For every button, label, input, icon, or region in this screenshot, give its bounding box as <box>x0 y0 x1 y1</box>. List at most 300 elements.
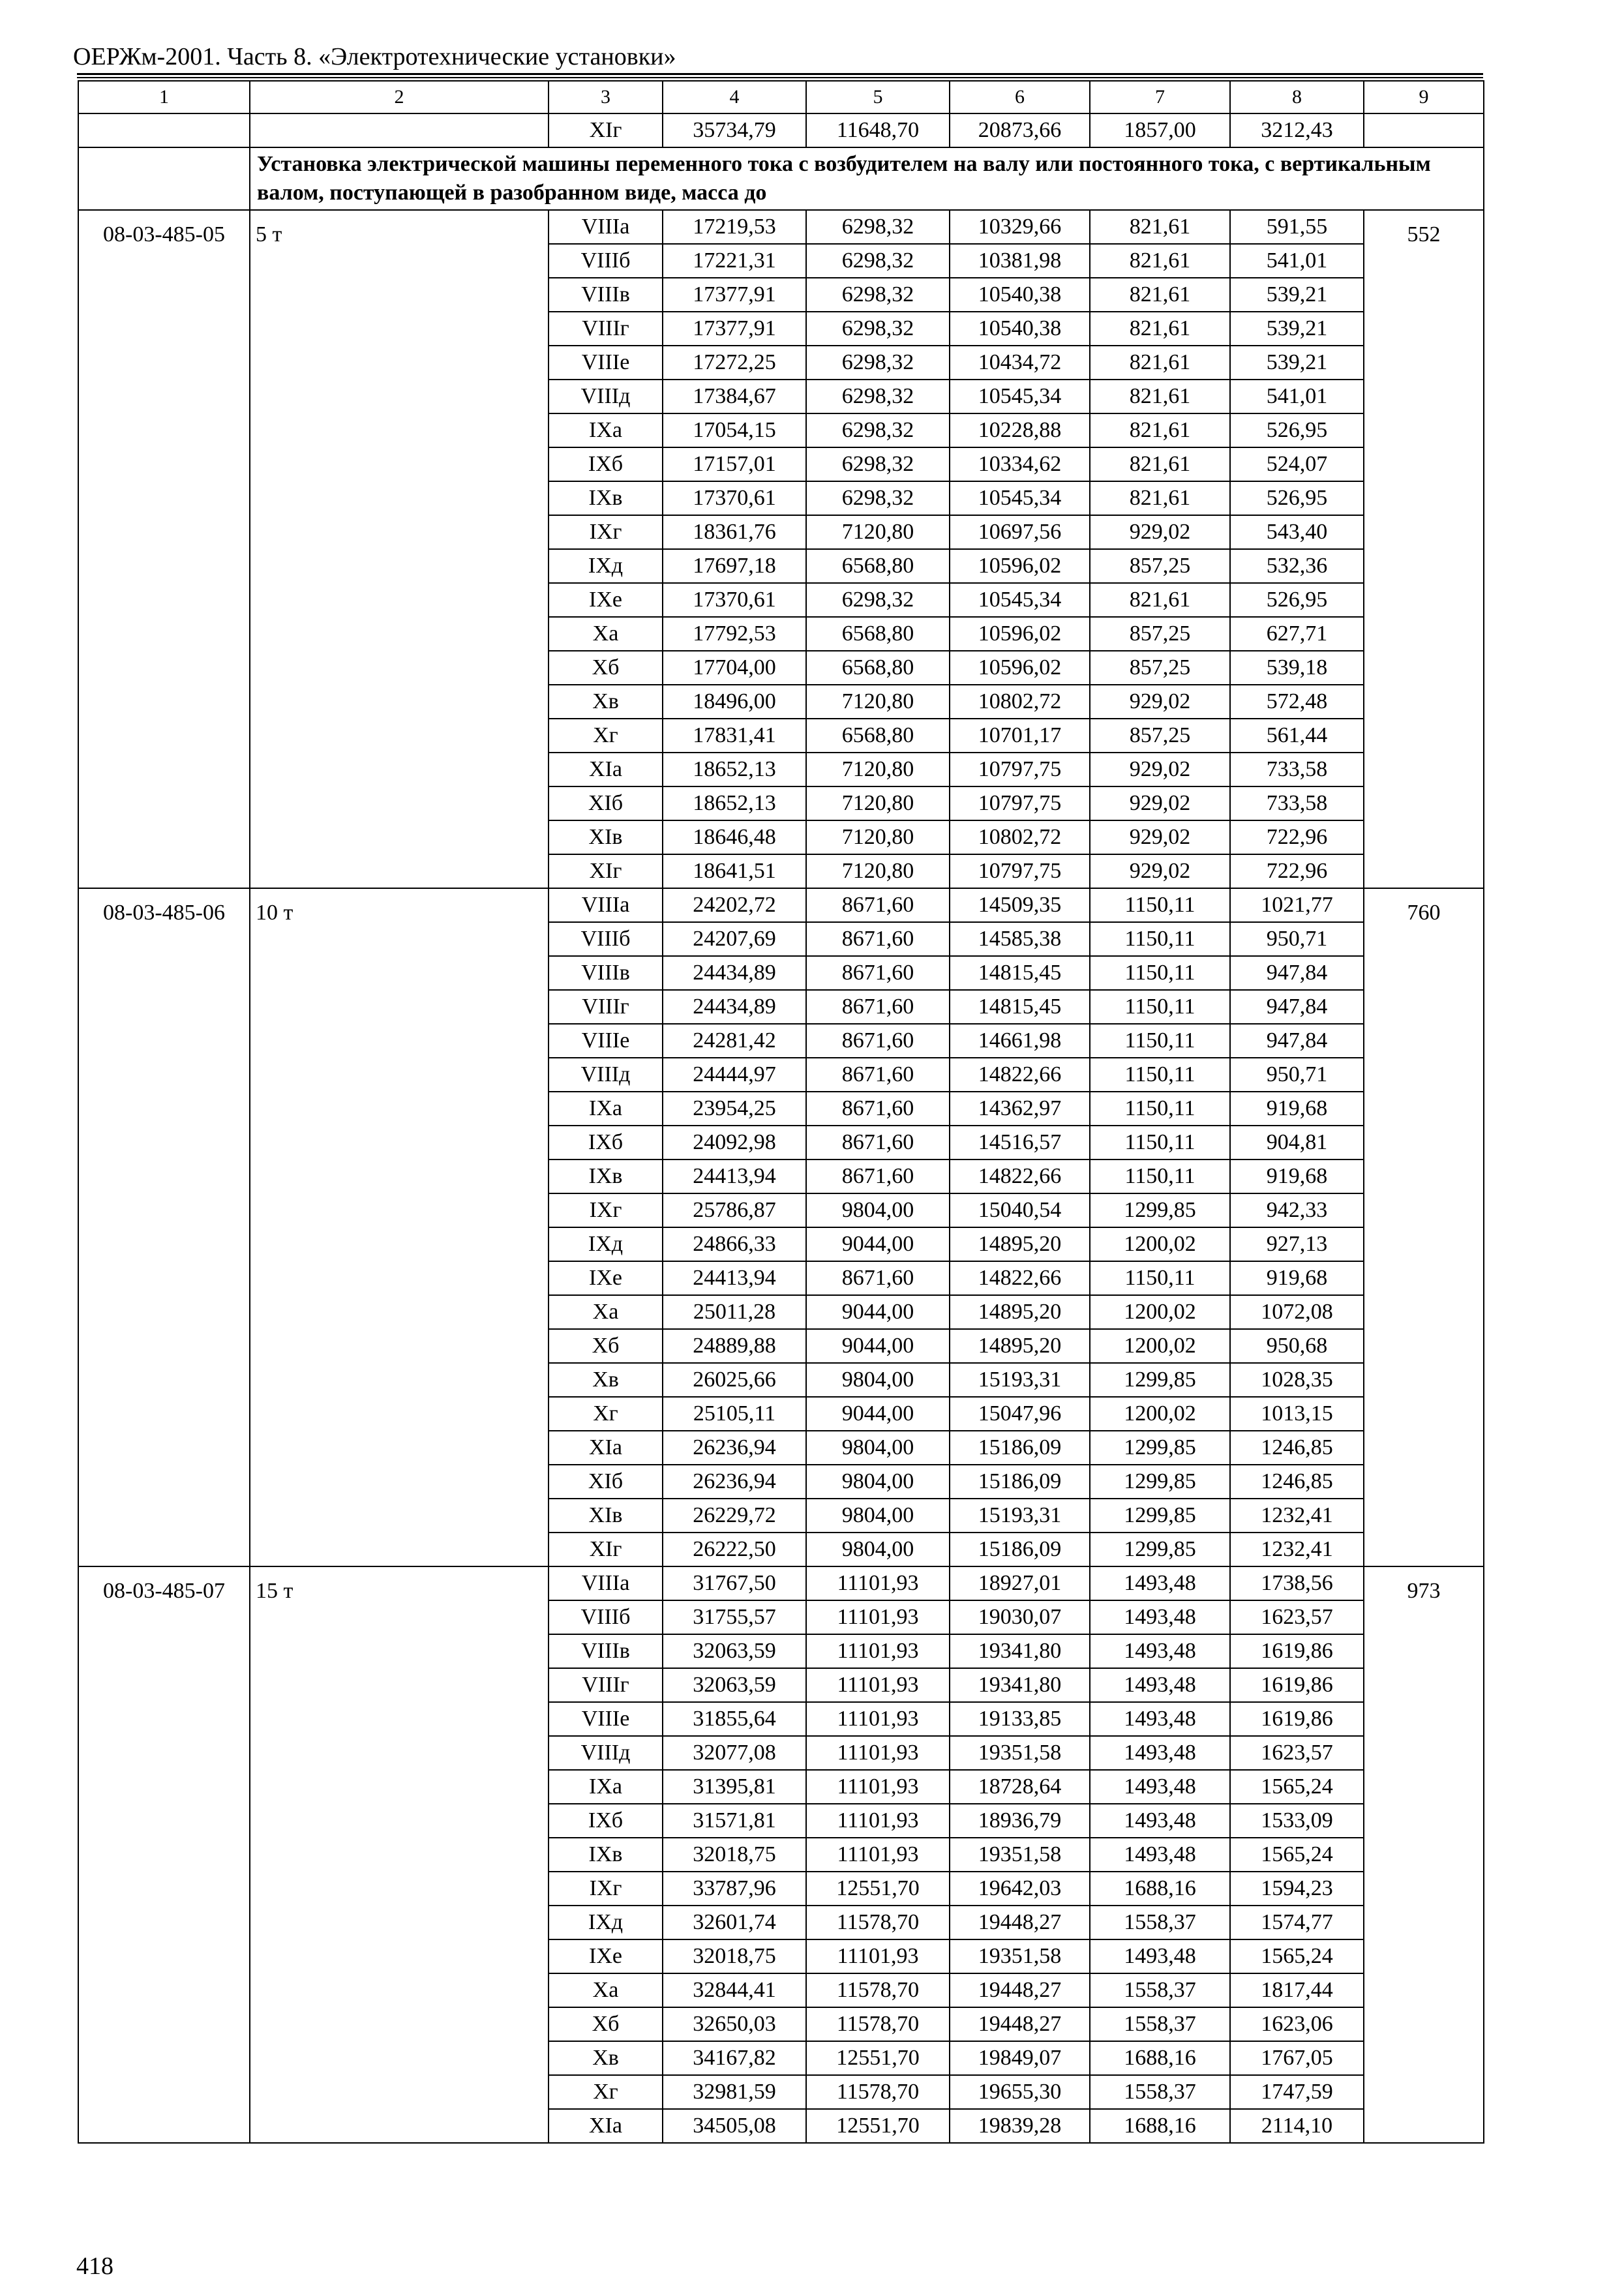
value-cell: 9804,00 <box>806 1533 950 1566</box>
value-cell: 26236,94 <box>663 1431 806 1465</box>
value-cell: 19341,80 <box>950 1634 1090 1668</box>
column-number: 2 <box>250 81 549 113</box>
region-cell: XIг <box>549 854 663 888</box>
value-cell: 857,25 <box>1090 719 1230 753</box>
value-cell: 9044,00 <box>806 1295 950 1329</box>
value-cell: 19839,28 <box>950 2109 1090 2143</box>
region-cell: Xб <box>549 1329 663 1363</box>
value-cell: 627,71 <box>1230 617 1364 651</box>
value-cell: 9044,00 <box>806 1227 950 1261</box>
value-cell: 6298,32 <box>806 447 950 481</box>
value-cell: 904,81 <box>1230 1126 1364 1159</box>
value-cell: 15047,96 <box>950 1397 1090 1431</box>
value-cell: 24207,69 <box>663 922 806 956</box>
value-cell: 1150,11 <box>1090 1159 1230 1193</box>
value-cell: 8671,60 <box>806 1092 950 1126</box>
value-cell: 10540,38 <box>950 312 1090 346</box>
value-cell: 1150,11 <box>1090 1261 1230 1295</box>
value-cell: 11101,93 <box>806 1600 950 1634</box>
region-cell: XIв <box>549 820 663 854</box>
region-cell: XIг <box>549 1533 663 1566</box>
region-cell: VIIIа <box>549 888 663 922</box>
region-cell: IXе <box>549 1939 663 1973</box>
value-cell: 526,95 <box>1230 583 1364 617</box>
value-cell: 1619,86 <box>1230 1702 1364 1736</box>
region-cell: IXг <box>549 515 663 549</box>
value-cell: 8671,60 <box>806 956 950 990</box>
value-cell: 821,61 <box>1090 278 1230 312</box>
value-cell: 10797,75 <box>950 854 1090 888</box>
value-cell: 19030,07 <box>950 1600 1090 1634</box>
value-cell: 17370,61 <box>663 481 806 515</box>
value-cell: 526,95 <box>1230 413 1364 447</box>
value-cell: 31755,57 <box>663 1600 806 1634</box>
value-cell: 1299,85 <box>1090 1465 1230 1499</box>
value-cell: 32601,74 <box>663 1906 806 1939</box>
value-cell: 10434,72 <box>950 346 1090 380</box>
value-cell: 10697,56 <box>950 515 1090 549</box>
code-cell <box>78 147 250 210</box>
value-cell: 1299,85 <box>1090 1363 1230 1397</box>
value-cell: 6298,32 <box>806 210 950 244</box>
region-cell: Xв <box>549 2041 663 2075</box>
value-cell: 733,58 <box>1230 786 1364 820</box>
value-cell: 17792,53 <box>663 617 806 651</box>
value-cell: 1200,02 <box>1090 1227 1230 1261</box>
value-cell: 17377,91 <box>663 312 806 346</box>
value-cell: 9804,00 <box>806 1363 950 1397</box>
value-cell: 18652,13 <box>663 786 806 820</box>
name-cell: 10 т <box>250 888 549 1566</box>
value-cell: 919,68 <box>1230 1092 1364 1126</box>
value-cell: 1558,37 <box>1090 2007 1230 2041</box>
value-cell: 1565,24 <box>1230 1770 1364 1804</box>
region-cell: IXа <box>549 1092 663 1126</box>
column-number: 7 <box>1090 81 1230 113</box>
value-cell: 1558,37 <box>1090 1906 1230 1939</box>
value-cell: 1299,85 <box>1090 1533 1230 1566</box>
table-row <box>78 1566 1484 1600</box>
value-cell: 6298,32 <box>806 583 950 617</box>
code-cell: 08-03-485-07 <box>78 1566 250 2143</box>
value-cell: 32077,08 <box>663 1736 806 1770</box>
value-cell: 12551,70 <box>806 2109 950 2143</box>
value-cell: 9804,00 <box>806 1465 950 1499</box>
value-cell: 6568,80 <box>806 617 950 651</box>
value-cell: 1232,41 <box>1230 1533 1364 1566</box>
value-cell: 11101,93 <box>806 1770 950 1804</box>
value-cell: 19341,80 <box>950 1668 1090 1702</box>
value-cell: 26229,72 <box>663 1499 806 1533</box>
value-cell: 6568,80 <box>806 651 950 685</box>
value-cell: 1817,44 <box>1230 1973 1364 2007</box>
region-cell: IXв <box>549 1159 663 1193</box>
value-cell: 929,02 <box>1090 753 1230 786</box>
code-cell <box>78 113 250 147</box>
section-caption: Установка электрической машины переменного тока с возбудителем на валу или постоянного тока, с вертикальным валом, поступающей в разобранном виде, масса до <box>250 147 1484 210</box>
value-cell: 1558,37 <box>1090 2075 1230 2109</box>
region-cell: IXе <box>549 583 663 617</box>
value-cell: 10545,34 <box>950 583 1090 617</box>
value-cell: 6568,80 <box>806 719 950 753</box>
value-cell: 821,61 <box>1090 244 1230 278</box>
region-cell: VIIIг <box>549 312 663 346</box>
value-cell: 1688,16 <box>1090 1872 1230 1906</box>
value-cell: 1558,37 <box>1090 1973 1230 2007</box>
value-cell: 24434,89 <box>663 956 806 990</box>
region-cell: Xб <box>549 2007 663 2041</box>
value-cell: 543,40 <box>1230 515 1364 549</box>
value-cell: 950,71 <box>1230 922 1364 956</box>
value-cell: 8671,60 <box>806 1058 950 1092</box>
value-cell: 17831,41 <box>663 719 806 753</box>
value-cell: 24281,42 <box>663 1024 806 1058</box>
value-cell: 33787,96 <box>663 1872 806 1906</box>
value-cell: 539,21 <box>1230 278 1364 312</box>
value-cell: 733,58 <box>1230 753 1364 786</box>
value-cell: 1623,57 <box>1230 1600 1364 1634</box>
value-cell: 11101,93 <box>806 1804 950 1838</box>
price-table <box>78 80 1484 2144</box>
value-cell: 24444,97 <box>663 1058 806 1092</box>
region-cell: XIа <box>549 2109 663 2143</box>
region-cell: VIIIв <box>549 1634 663 1668</box>
value-cell: 17384,67 <box>663 380 806 413</box>
value-cell: 6298,32 <box>806 481 950 515</box>
value-cell: 539,21 <box>1230 346 1364 380</box>
column-number: 3 <box>549 81 663 113</box>
value-cell: 24202,72 <box>663 888 806 922</box>
value-cell: 24889,88 <box>663 1329 806 1363</box>
value-cell: 532,36 <box>1230 549 1364 583</box>
value-cell: 31395,81 <box>663 1770 806 1804</box>
value-cell: 821,61 <box>1090 447 1230 481</box>
value-cell: 919,68 <box>1230 1261 1364 1295</box>
value-cell: 591,55 <box>1230 210 1364 244</box>
name-cell: 15 т <box>250 1566 549 2143</box>
column-number: 1 <box>78 81 250 113</box>
value-cell: 1246,85 <box>1230 1431 1364 1465</box>
value-cell: 1200,02 <box>1090 1397 1230 1431</box>
region-cell: XIб <box>549 786 663 820</box>
value-cell: 524,07 <box>1230 447 1364 481</box>
value-cell: 10381,98 <box>950 244 1090 278</box>
value-cell: 14822,66 <box>950 1159 1090 1193</box>
region-cell: XIг <box>549 113 663 147</box>
region-cell: Xг <box>549 719 663 753</box>
value-cell: 1738,56 <box>1230 1566 1364 1600</box>
region-cell: IXд <box>549 549 663 583</box>
region-cell: IXв <box>549 1838 663 1872</box>
value-cell: 25011,28 <box>663 1295 806 1329</box>
region-cell: IXд <box>549 1906 663 1939</box>
region-cell: VIIIе <box>549 1702 663 1736</box>
value-cell: 947,84 <box>1230 956 1364 990</box>
value-cell: 24434,89 <box>663 990 806 1024</box>
value-cell: 1013,15 <box>1230 1397 1364 1431</box>
value-cell: 9804,00 <box>806 1431 950 1465</box>
region-cell: IXб <box>549 1126 663 1159</box>
region-cell: VIIIв <box>549 278 663 312</box>
value-cell: 1688,16 <box>1090 2041 1230 2075</box>
value-cell: 19849,07 <box>950 2041 1090 2075</box>
value-cell: 572,48 <box>1230 685 1364 719</box>
value-cell: 17219,53 <box>663 210 806 244</box>
value-cell: 11101,93 <box>806 1566 950 1600</box>
value-cell: 1767,05 <box>1230 2041 1364 2075</box>
value-cell: 9044,00 <box>806 1397 950 1431</box>
region-cell: IXг <box>549 1872 663 1906</box>
value-cell: 9804,00 <box>806 1499 950 1533</box>
value-cell: 15193,31 <box>950 1499 1090 1533</box>
region-cell: IXа <box>549 413 663 447</box>
value-cell: 1493,48 <box>1090 1634 1230 1668</box>
region-cell: XIа <box>549 1431 663 1465</box>
value-cell: 539,21 <box>1230 312 1364 346</box>
value-cell: 12551,70 <box>806 1872 950 1906</box>
value-cell: 8671,60 <box>806 1261 950 1295</box>
value-cell: 821,61 <box>1090 380 1230 413</box>
value-cell: 1493,48 <box>1090 1736 1230 1770</box>
value-cell: 34505,08 <box>663 2109 806 2143</box>
value-cell: 11578,70 <box>806 2075 950 2109</box>
column-number: 4 <box>663 81 806 113</box>
region-cell: VIIIа <box>549 1566 663 1600</box>
value-cell: 9804,00 <box>806 1193 950 1227</box>
value-cell: 929,02 <box>1090 515 1230 549</box>
region-cell: Xг <box>549 1397 663 1431</box>
value-cell: 10329,66 <box>950 210 1090 244</box>
region-cell: Xв <box>549 685 663 719</box>
table-row <box>78 113 1484 147</box>
value-cell: 15186,09 <box>950 1465 1090 1499</box>
value-cell: 8671,60 <box>806 922 950 956</box>
value-cell: 6298,32 <box>806 312 950 346</box>
value-cell: 31855,64 <box>663 1702 806 1736</box>
value-cell: 18728,64 <box>950 1770 1090 1804</box>
value-cell: 1150,11 <box>1090 1024 1230 1058</box>
region-cell: Xв <box>549 1363 663 1397</box>
value-cell: 1533,09 <box>1230 1804 1364 1838</box>
value-cell: 1150,11 <box>1090 1092 1230 1126</box>
region-cell: IXб <box>549 447 663 481</box>
value-cell: 1493,48 <box>1090 1566 1230 1600</box>
code-cell: 08-03-485-05 <box>78 210 250 888</box>
value-cell: 19351,58 <box>950 1736 1090 1770</box>
value-cell: 947,84 <box>1230 1024 1364 1058</box>
value-cell: 1021,77 <box>1230 888 1364 922</box>
value-cell: 1493,48 <box>1090 1770 1230 1804</box>
value-cell: 10596,02 <box>950 617 1090 651</box>
value-cell: 17370,61 <box>663 583 806 617</box>
value-cell: 35734,79 <box>663 113 806 147</box>
value-cell: 10596,02 <box>950 549 1090 583</box>
value-cell: 1493,48 <box>1090 1702 1230 1736</box>
value-cell: 1299,85 <box>1090 1193 1230 1227</box>
value-cell: 1072,08 <box>1230 1295 1364 1329</box>
value-cell: 1623,57 <box>1230 1736 1364 1770</box>
value-cell: 20873,66 <box>950 113 1090 147</box>
value-cell: 18646,48 <box>663 820 806 854</box>
value-cell: 11648,70 <box>806 113 950 147</box>
column-number-row <box>78 81 1484 113</box>
value-cell: 24092,98 <box>663 1126 806 1159</box>
value-cell: 7120,80 <box>806 753 950 786</box>
value-cell: 950,71 <box>1230 1058 1364 1092</box>
value-cell: 10228,88 <box>950 413 1090 447</box>
value-cell: 1200,02 <box>1090 1329 1230 1363</box>
region-cell: VIIIг <box>549 990 663 1024</box>
value-cell: 1493,48 <box>1090 1668 1230 1702</box>
value-cell: 821,61 <box>1090 481 1230 515</box>
value-cell: 24413,94 <box>663 1159 806 1193</box>
value-cell: 19655,30 <box>950 2075 1090 2109</box>
region-cell: IXд <box>549 1227 663 1261</box>
page-title: ОЕРЖм-2001. Часть 8. «Электротехнические установки» <box>73 43 676 70</box>
value-cell: 6298,32 <box>806 413 950 447</box>
region-cell: XIв <box>549 1499 663 1533</box>
value-cell: 10334,62 <box>950 447 1090 481</box>
value-cell: 927,13 <box>1230 1227 1364 1261</box>
value-cell: 8671,60 <box>806 1126 950 1159</box>
region-cell: XIб <box>549 1465 663 1499</box>
value-cell: 25786,87 <box>663 1193 806 1227</box>
value-cell: 11578,70 <box>806 2007 950 2041</box>
value-cell: 12551,70 <box>806 2041 950 2075</box>
value-cell: 539,18 <box>1230 651 1364 685</box>
value-cell: 821,61 <box>1090 346 1230 380</box>
value-cell: 14516,57 <box>950 1126 1090 1159</box>
title-rule-secondary <box>77 77 1483 78</box>
value-cell: 821,61 <box>1090 413 1230 447</box>
value-cell: 561,44 <box>1230 719 1364 753</box>
value-cell: 32018,75 <box>663 1939 806 1973</box>
value-cell: 857,25 <box>1090 651 1230 685</box>
value-cell: 1493,48 <box>1090 1600 1230 1634</box>
value-cell: 11101,93 <box>806 1838 950 1872</box>
weight-cell: 552 <box>1364 210 1484 888</box>
value-cell: 17054,15 <box>663 413 806 447</box>
value-cell: 15186,09 <box>950 1533 1090 1566</box>
value-cell: 14362,97 <box>950 1092 1090 1126</box>
region-cell: Xа <box>549 1295 663 1329</box>
value-cell: 18936,79 <box>950 1804 1090 1838</box>
value-cell: 11101,93 <box>806 1634 950 1668</box>
section-row <box>78 147 1484 210</box>
value-cell: 10802,72 <box>950 685 1090 719</box>
value-cell: 1299,85 <box>1090 1431 1230 1465</box>
value-cell: 919,68 <box>1230 1159 1364 1193</box>
value-cell: 11578,70 <box>806 1906 950 1939</box>
value-cell: 1574,77 <box>1230 1906 1364 1939</box>
value-cell: 1200,02 <box>1090 1295 1230 1329</box>
value-cell: 1150,11 <box>1090 1126 1230 1159</box>
value-cell: 11578,70 <box>806 1973 950 2007</box>
value-cell: 1493,48 <box>1090 1939 1230 1973</box>
table-row <box>78 888 1484 922</box>
value-cell: 14585,38 <box>950 922 1090 956</box>
value-cell: 14509,35 <box>950 888 1090 922</box>
title-rule <box>77 73 1483 75</box>
region-cell: VIIIд <box>549 1058 663 1092</box>
value-cell: 929,02 <box>1090 685 1230 719</box>
value-cell: 32650,03 <box>663 2007 806 2041</box>
value-cell: 19351,58 <box>950 1838 1090 1872</box>
weight-cell <box>1364 113 1484 147</box>
value-cell: 947,84 <box>1230 990 1364 1024</box>
value-cell: 19642,03 <box>950 1872 1090 1906</box>
value-cell: 14895,20 <box>950 1295 1090 1329</box>
value-cell: 9044,00 <box>806 1329 950 1363</box>
value-cell: 26236,94 <box>663 1465 806 1499</box>
value-cell: 1619,86 <box>1230 1668 1364 1702</box>
value-cell: 14661,98 <box>950 1024 1090 1058</box>
value-cell: 15040,54 <box>950 1193 1090 1227</box>
value-cell: 6298,32 <box>806 278 950 312</box>
value-cell: 17704,00 <box>663 651 806 685</box>
value-cell: 821,61 <box>1090 583 1230 617</box>
value-cell: 1232,41 <box>1230 1499 1364 1533</box>
value-cell: 722,96 <box>1230 854 1364 888</box>
value-cell: 6298,32 <box>806 346 950 380</box>
region-cell: Xа <box>549 617 663 651</box>
value-cell: 24866,33 <box>663 1227 806 1261</box>
value-cell: 10802,72 <box>950 820 1090 854</box>
table-row <box>78 210 1484 244</box>
value-cell: 1594,23 <box>1230 1872 1364 1906</box>
value-cell: 950,68 <box>1230 1329 1364 1363</box>
value-cell: 2114,10 <box>1230 2109 1364 2143</box>
value-cell: 1150,11 <box>1090 1058 1230 1092</box>
region-cell: XIа <box>549 753 663 786</box>
value-cell: 526,95 <box>1230 481 1364 515</box>
region-cell: IXг <box>549 1193 663 1227</box>
value-cell: 18641,51 <box>663 854 806 888</box>
value-cell: 929,02 <box>1090 820 1230 854</box>
table-body <box>78 81 1484 2143</box>
value-cell: 32844,41 <box>663 1973 806 2007</box>
region-cell: VIIIе <box>549 1024 663 1058</box>
value-cell: 19448,27 <box>950 1906 1090 1939</box>
value-cell: 18652,13 <box>663 753 806 786</box>
value-cell: 17157,01 <box>663 447 806 481</box>
value-cell: 32018,75 <box>663 1838 806 1872</box>
column-number: 8 <box>1230 81 1364 113</box>
column-number: 5 <box>806 81 950 113</box>
value-cell: 8671,60 <box>806 1159 950 1193</box>
value-cell: 19448,27 <box>950 2007 1090 2041</box>
value-cell: 15186,09 <box>950 1431 1090 1465</box>
value-cell: 19351,58 <box>950 1939 1090 1973</box>
value-cell: 929,02 <box>1090 854 1230 888</box>
value-cell: 1150,11 <box>1090 956 1230 990</box>
value-cell: 7120,80 <box>806 515 950 549</box>
region-cell: VIIIд <box>549 380 663 413</box>
value-cell: 1150,11 <box>1090 990 1230 1024</box>
value-cell: 32063,59 <box>663 1634 806 1668</box>
name-cell: 5 т <box>250 210 549 888</box>
value-cell: 17272,25 <box>663 346 806 380</box>
value-cell: 8671,60 <box>806 888 950 922</box>
value-cell: 942,33 <box>1230 1193 1364 1227</box>
value-cell: 8671,60 <box>806 1024 950 1058</box>
value-cell: 7120,80 <box>806 854 950 888</box>
value-cell: 23954,25 <box>663 1092 806 1126</box>
region-cell: VIIIе <box>549 346 663 380</box>
code-cell: 08-03-485-06 <box>78 888 250 1566</box>
value-cell: 857,25 <box>1090 617 1230 651</box>
value-cell: 1565,24 <box>1230 1838 1364 1872</box>
